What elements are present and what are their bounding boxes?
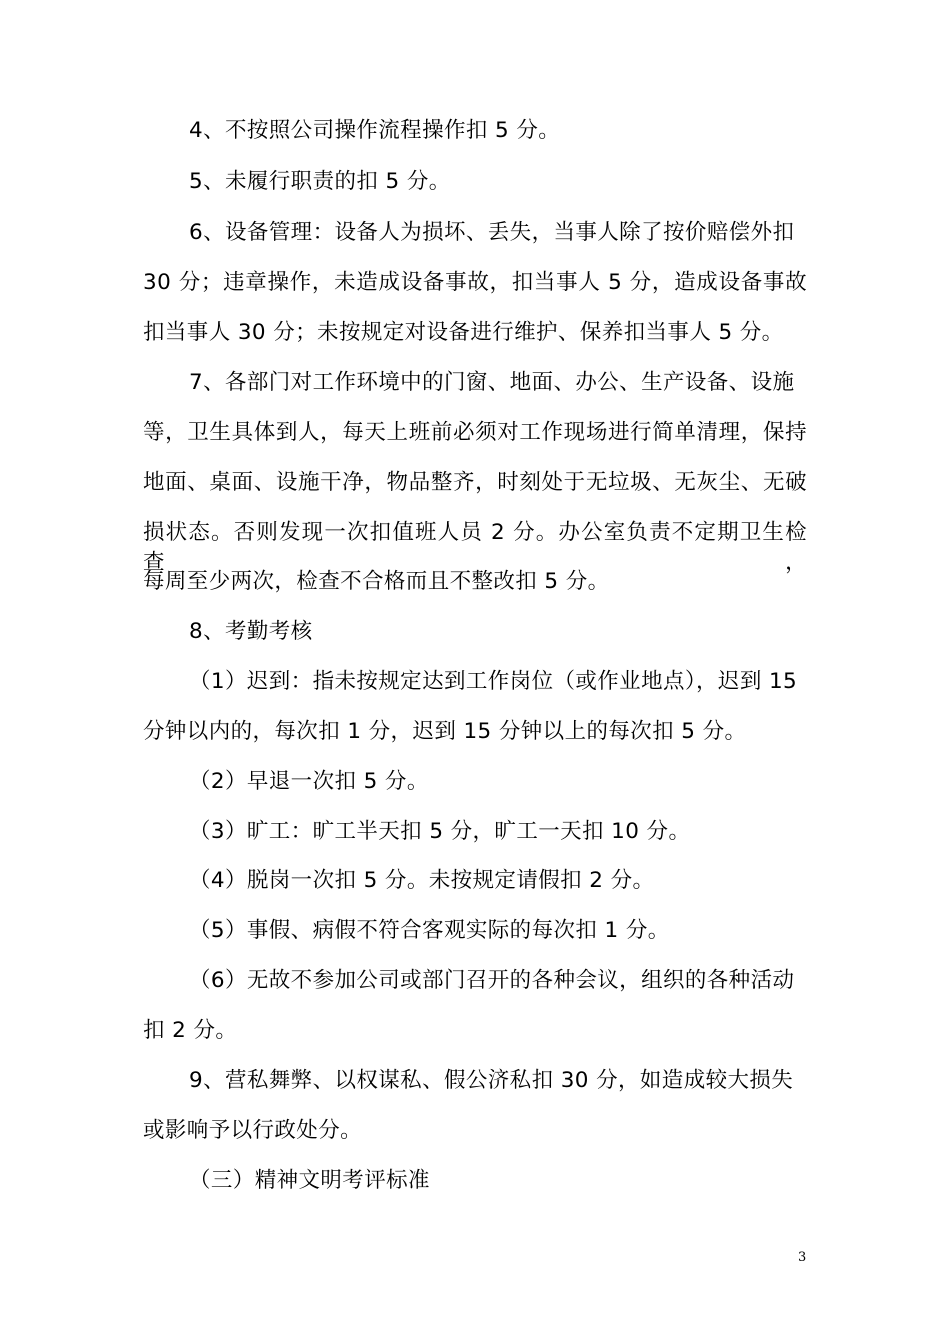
paragraph-line: （6）无故不参加公司或部门召开的各种会议，组织的各种活动 [189,968,795,993]
paragraph-line: 4、不按照公司操作流程操作扣 5 分。 [189,118,561,143]
paragraph-line: 或影响予以行政处分。 [143,1118,363,1143]
paragraph-line: （4）脱岗一次扣 5 分。未按规定请假扣 2 分。 [189,868,655,893]
paragraph-line: 扣当事人 30 分；未按规定对设备进行维护、保养扣当事人 5 分。 [143,320,784,345]
paragraph-line: （1）迟到：指未按规定达到工作岗位（或作业地点），迟到 15 [189,669,798,694]
paragraph-line: 每周至少两次，检查不合格而且不整改扣 5 分。 [143,569,610,594]
paragraph-line: 等，卫生具体到人，每天上班前必须对工作现场进行简单清理，保持 [143,420,807,445]
paragraph-line: 地面、桌面、设施干净，物品整齐，时刻处于无垃圾、无灰尘、无破 [143,470,807,495]
paragraph-line: （2）早退一次扣 5 分。 [189,769,429,794]
page-number: 3 [798,1250,807,1265]
paragraph-line: 30 分；违章操作，未造成设备事故，扣当事人 5 分，造成设备事故 [143,270,807,295]
paragraph-line: 分钟以内的，每次扣 1 分，迟到 15 分钟以上的每次扣 5 分。 [143,719,747,744]
paragraph-line: 损状态。否则发现一次扣值班人员 2 分。办公室负责不定期卫生检查， [143,520,807,575]
section-heading: 8、考勤考核 [189,619,313,644]
paragraph-line: 6、设备管理：设备人为损坏、丢失，当事人除了按价赔偿外扣 [189,220,795,245]
paragraph-line: 9、营私舞弊、以权谋私、假公济私扣 30 分，如造成较大损失 [189,1068,794,1093]
paragraph-line: （3）旷工：旷工半天扣 5 分，旷工一天扣 10 分。 [189,819,691,844]
section-heading: （三）精神文明考评标准 [189,1168,430,1193]
paragraph-line: 扣 2 分。 [143,1018,238,1043]
paragraph-line: 7、各部门对工作环境中的门窗、地面、办公、生产设备、设施 [189,370,795,395]
paragraph-line: （5）事假、病假不符合客观实际的每次扣 1 分。 [189,918,670,943]
paragraph-line: 5、未履行职责的扣 5 分。 [189,169,451,194]
